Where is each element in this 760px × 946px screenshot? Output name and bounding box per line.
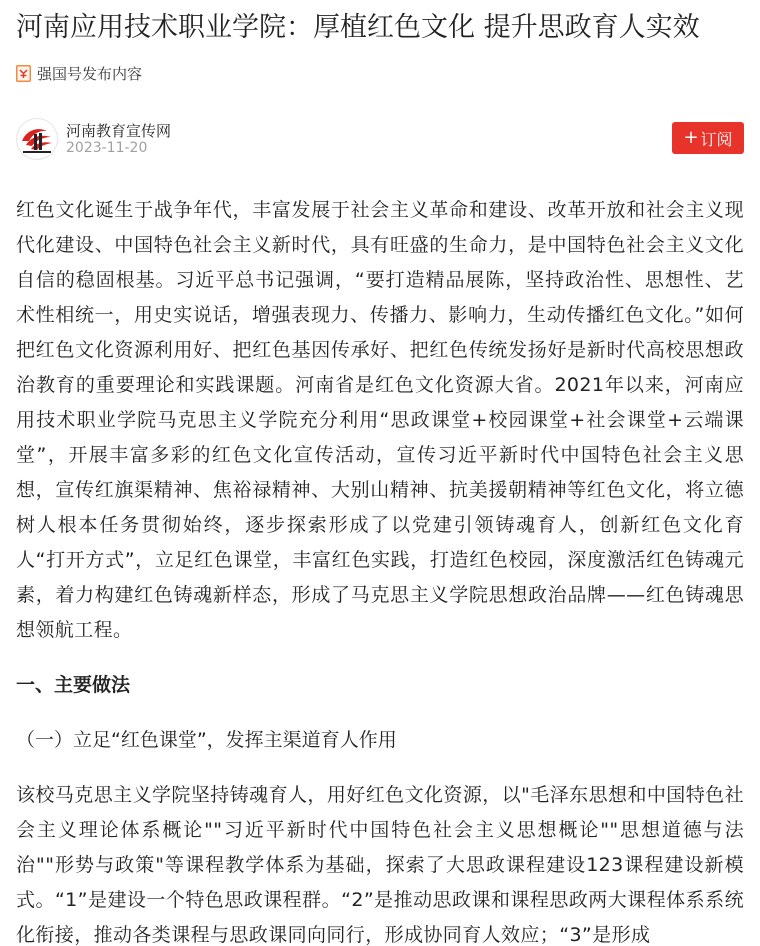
source-row <box>16 62 142 84</box>
source-label: 强国号发布内容 <box>37 64 143 83</box>
plus-icon: + <box>683 127 699 148</box>
author-row <box>16 118 744 162</box>
article-paragraph: 该校马克思主义学院坚持铸魂育人，用好红色文化资源，以"毛泽东思想和中国特色社会主义理论体系概论""习近平新时代中国特色社会主义思想概论""思想道德与法治""形势与政策"等课程教学体系为基础，探索了大思政课程建设123课程建设新模式。“1”是建设一个特色思政课程群。“2”是推动思政课和课程思政两大课程体系系统化衔接，推动各类课程与思政课同向同行，形成协同育人效应；“3”是形成 <box>16 784 744 946</box>
subsection-heading: （一）立足“红色课堂”，发挥主渠道育人作用 <box>16 729 397 751</box>
publish-date: 2023-11-20 <box>66 140 148 156</box>
article-paragraph: 红色文化诞生于战争年代，丰富发展于社会主义革命和建设、改革开放和社会主义现代化建设、中国特色社会主义新时代，具有旺盛的生命力，是中国特色社会主义文化自信的稳固根基。习近平总书记强调，“要打造精品展陈，坚持政治性、思想性、艺术性相统一，用史实说话，增强表现力、传播力、影响力，生动传播红色文化。”如何把红色文化资源利用好、把红色基因传承好、把红色传统发扬好是新时代高校思想政治教育的重要理论和实践课题。河南省是红色文化资源大省。2021年以来，河南应用技术职业学院马克思主义学院充分利用“思政课堂+校园课堂+社会课堂+云端课堂”，开展丰富多彩的红色文化宣传活动，宣传习近平新时代中国特色社会主义思想，宣传红旗渠精神、焦裕禄精神、大别山精神、抗美援朝精神等红色文化，将立德树人根本任务贯彻始终，逐步探索形成了以党建引领铸魂育人，创新红色文化育人“打开方式”，立足红色课堂，丰富红色实践，打造红色校园，深度激活红色铸魂元素，着力构建红色铸魂新样态，形成了马克思主义学院思想政治品牌——红色铸魂思想领航工程。 <box>16 199 744 641</box>
subscribe-button[interactable] <box>672 122 744 154</box>
henan-education-logo-icon <box>17 119 57 159</box>
article-body <box>16 193 744 946</box>
section-heading: 一、主要做法 <box>16 674 131 696</box>
author-avatar[interactable] <box>16 118 58 160</box>
author-name[interactable]: 河南教育宣传网 <box>66 122 172 140</box>
subscribe-label: 订阅 <box>700 129 733 149</box>
article-title: 河南应用技术职业学院：厚植红色文化 提升思政育人实效 <box>16 12 700 43</box>
document-badge-icon <box>16 65 31 82</box>
